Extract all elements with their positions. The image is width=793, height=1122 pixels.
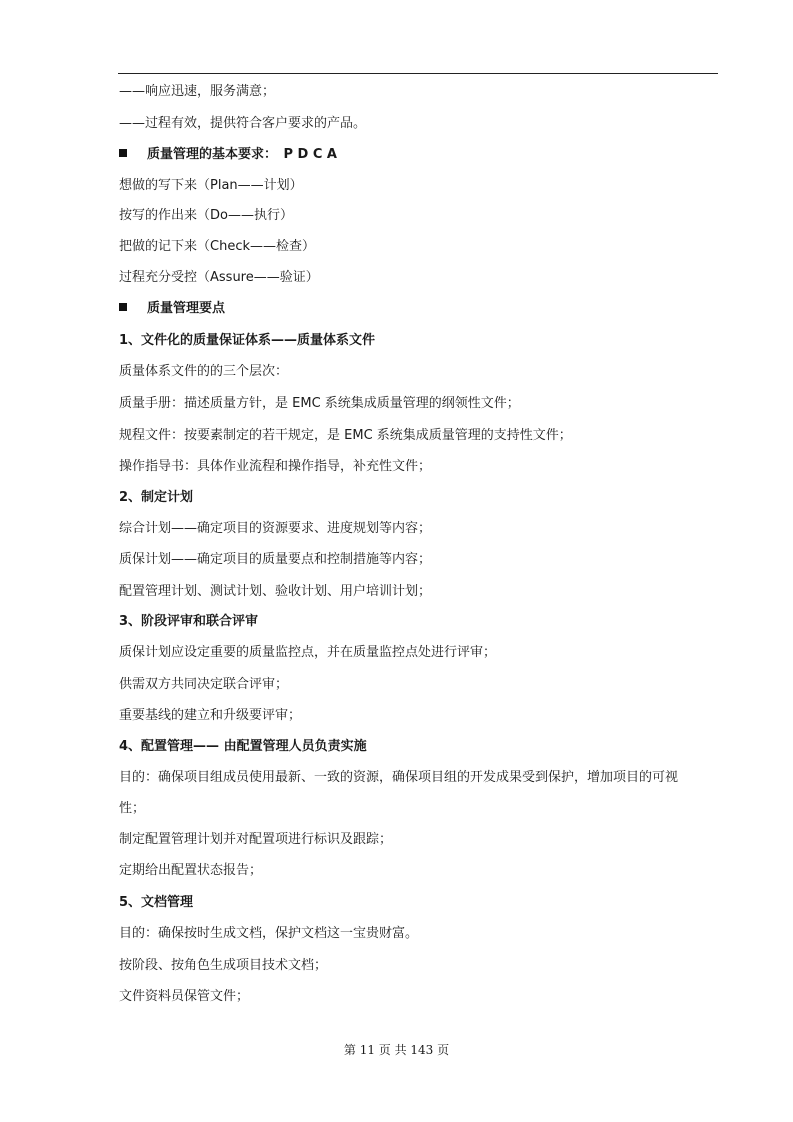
heading-text: 质量管理的基本要求： P D C A <box>147 147 337 162</box>
text-line: 定期给出配置状态报告； <box>119 863 263 878</box>
square-bullet-icon <box>119 149 127 157</box>
text-line: 质保计划——确定项目的质量要点和控制措施等内容； <box>119 552 432 567</box>
text-line: 质保计划应设定重要的质量监控点，并在质量监控点处进行评审； <box>119 645 497 660</box>
text-line: 目的：确保项目组成员使用最新、一致的资源，确保项目组的开发成果受到保护，增加项目的可视 <box>119 770 679 785</box>
page-footer: 第 11 页 共 143 页 <box>343 1043 450 1057</box>
text-line: 目的：确保按时生成文档，保护文档这一宝贵财富。 <box>119 926 419 941</box>
text-line: 按阶段、按角色生成项目技术文档； <box>119 958 328 973</box>
text-line: 按写的作出来（Do——执行） <box>119 208 293 223</box>
section-heading <box>119 300 225 318</box>
subsection-heading: 2、制定计划 <box>119 490 194 505</box>
text-line: 质量手册：描述质量方针，是 EMC 系统集成质量管理的纲领性文件； <box>119 396 520 411</box>
square-bullet-icon <box>119 303 127 311</box>
text-line: 制定配置管理计划并对配置项进行标识及跟踪； <box>119 832 393 847</box>
heading-text: 质量管理要点 <box>147 301 226 316</box>
text-line: 质量体系文件的的三个层次： <box>119 364 289 379</box>
text-line: 配置管理计划、测试计划、验收计划、用户培训计划； <box>119 584 432 599</box>
text-line: 想做的写下来（Plan——计划） <box>119 178 303 193</box>
text-line: ——响应迅速，服务满意； <box>119 84 276 99</box>
subsection-heading: 5、文档管理 <box>119 895 194 910</box>
text-line: 性； <box>119 801 146 816</box>
header-rule <box>118 73 718 74</box>
text-line: 重要基线的建立和升级要评审； <box>119 708 302 723</box>
subsection-heading: 3、阶段评审和联合评审 <box>119 614 259 629</box>
text-line: 规程文件：按要素制定的若干规定，是 EMC 系统集成质量管理的支持性文件； <box>119 428 572 443</box>
text-line: ——过程有效，提供符合客户要求的产品。 <box>119 116 367 131</box>
subsection-heading: 1、文件化的质量保证体系——质量体系文件 <box>119 333 376 348</box>
text-line: 供需双方共同决定联合评审； <box>119 677 289 692</box>
section-heading <box>119 146 337 164</box>
text-line: 操作指导书：具体作业流程和操作指导，补充性文件； <box>119 459 432 474</box>
text-line: 文件资料员保管文件； <box>119 989 250 1004</box>
text-line: 过程充分受控（Assure——验证） <box>119 270 319 285</box>
subsection-heading: 4、配置管理—— 由配置管理人员负责实施 <box>119 739 367 754</box>
text-line: 把做的记下来（Check——检查） <box>119 239 315 254</box>
text-line: 综合计划——确定项目的资源要求、进度规划等内容； <box>119 521 432 536</box>
